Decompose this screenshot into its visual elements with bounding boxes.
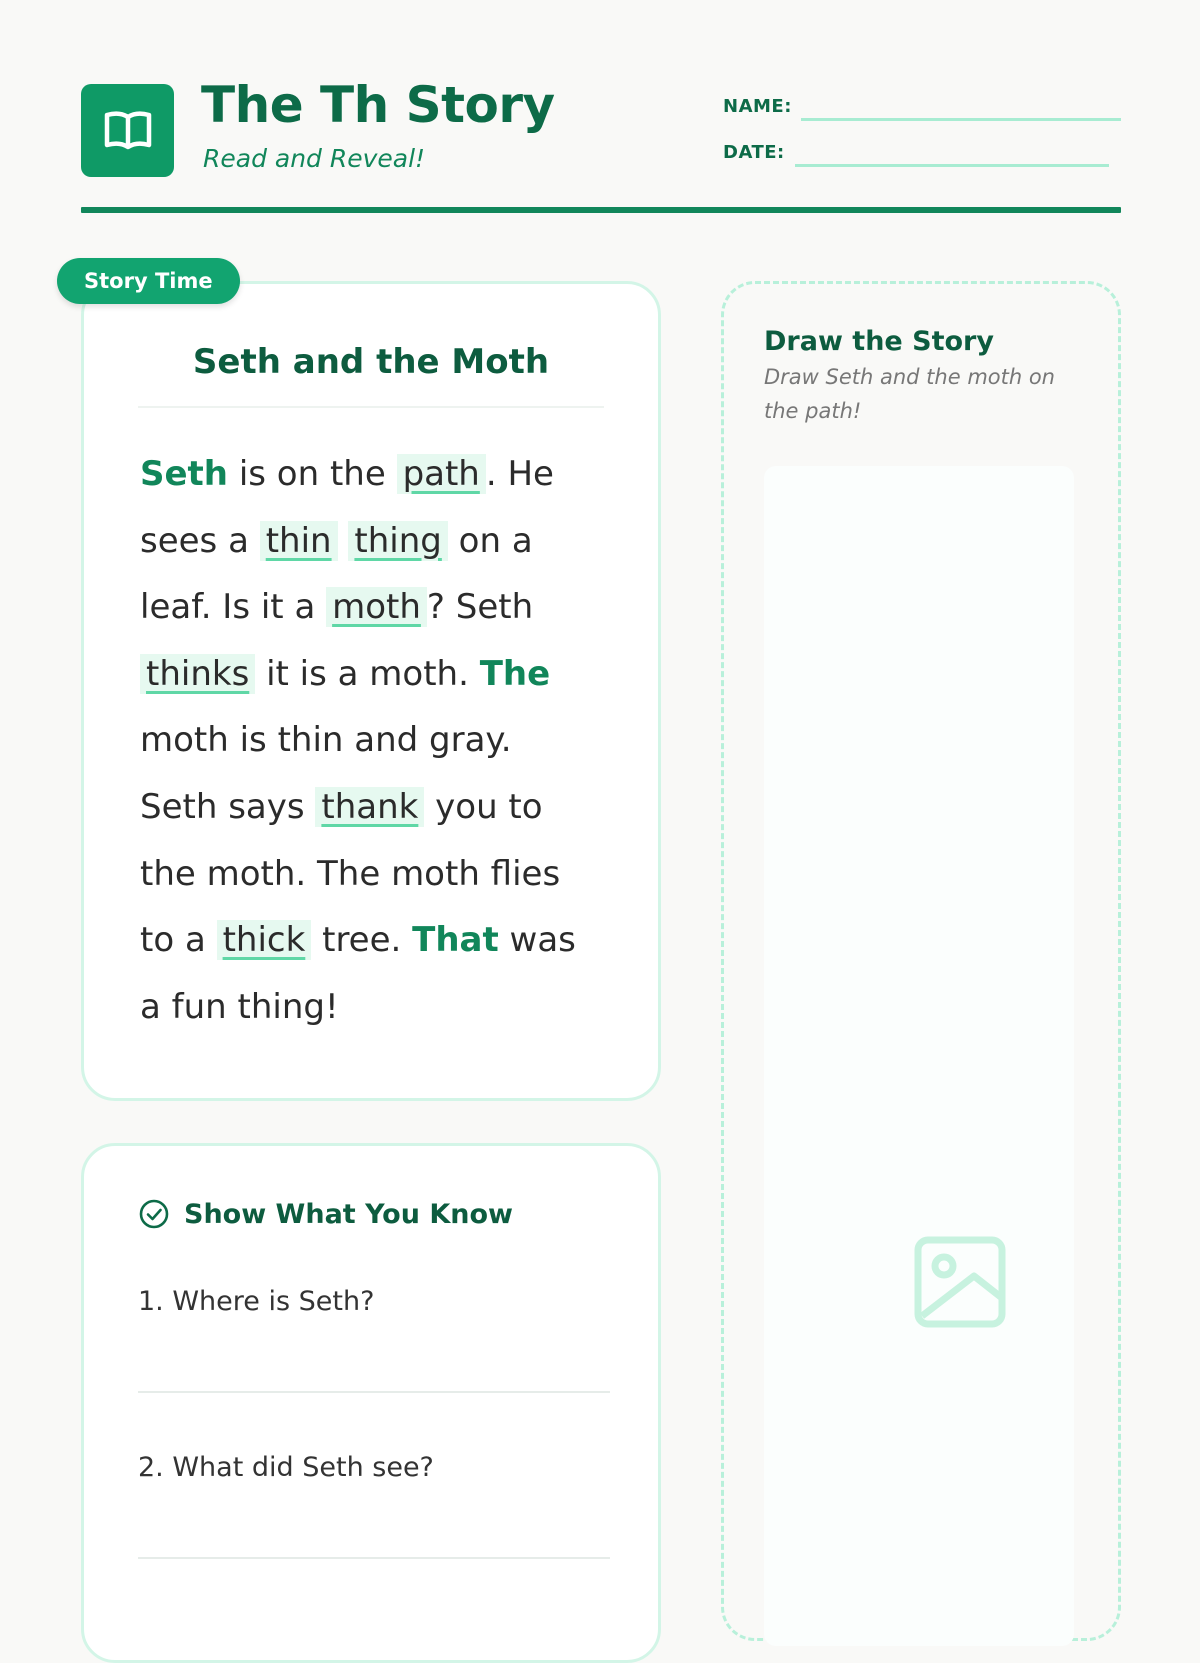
questions-heading	[138, 1198, 513, 1230]
story-text-segment: sees a	[140, 520, 260, 561]
story-text-segment: a fun thing!	[140, 986, 339, 1027]
worksheet-subtitle: Read and Reveal!	[203, 144, 426, 173]
story-line	[140, 641, 620, 708]
th-word-bold: Seth	[140, 454, 229, 494]
story-text-segment: ? Seth	[426, 587, 534, 628]
name-label: NAME:	[723, 96, 792, 117]
story-text-segment: to a	[140, 920, 217, 961]
date-field[interactable]	[795, 164, 1109, 167]
story-text-segment: was	[498, 920, 576, 961]
story-text-segment: it is a moth.	[255, 653, 480, 694]
image-placeholder-icon	[914, 1236, 1006, 1328]
story-line	[140, 841, 620, 908]
story-text-segment: Seth says	[140, 786, 316, 827]
story-text-segment: is on the	[228, 454, 397, 494]
date-label: DATE:	[723, 142, 785, 163]
story-line	[140, 508, 620, 575]
th-word-highlight: thing	[348, 521, 447, 561]
open-book-icon	[102, 107, 154, 155]
worksheet-title: The Th Story	[201, 76, 555, 134]
questions-heading-label: Show What You Know	[184, 1198, 513, 1230]
answer-line-1[interactable]	[138, 1391, 610, 1393]
drawing-area[interactable]	[764, 466, 1074, 1646]
question-1: 1. Where is Seth?	[138, 1286, 375, 1317]
draw-story-card	[721, 281, 1121, 1641]
th-word-highlight: path	[397, 454, 486, 494]
th-word-highlight: thick	[217, 920, 312, 960]
name-field[interactable]	[801, 118, 1121, 121]
story-title: Seth and the Moth	[192, 342, 550, 382]
draw-title: Draw the Story	[764, 326, 994, 357]
story-divider	[138, 406, 604, 408]
story-text-segment: . He	[485, 454, 554, 494]
story-text-segment: you to	[424, 786, 543, 827]
story-text-segment: the moth. The moth flies	[140, 853, 561, 894]
check-circle-icon	[138, 1198, 170, 1230]
header-divider	[81, 207, 1121, 213]
question-2: 2. What did Seth see?	[138, 1452, 434, 1483]
story-line	[140, 774, 620, 841]
story-text-segment	[338, 521, 349, 561]
th-word-highlight: moth	[326, 587, 427, 627]
story-line	[140, 574, 620, 641]
draw-instructions: Draw Seth and the moth on the path!	[764, 365, 1055, 423]
story-line	[140, 907, 620, 974]
story-line	[140, 974, 620, 1041]
answer-line-2[interactable]	[138, 1557, 610, 1559]
th-word-bold: The	[479, 653, 551, 694]
story-text-segment: tree.	[311, 920, 413, 961]
story-card	[81, 281, 661, 1101]
story-text-segment: moth is thin and gray.	[140, 720, 512, 761]
story-time-badge: Story Time	[57, 258, 240, 304]
story-text	[140, 441, 620, 1040]
story-line	[140, 441, 620, 508]
th-word-bold: That	[412, 920, 499, 961]
th-word-highlight: thank	[315, 787, 424, 827]
th-word-highlight: thin	[260, 521, 338, 561]
th-word-highlight: thinks	[140, 654, 255, 694]
story-line	[140, 707, 620, 774]
logo	[81, 84, 174, 177]
story-text-segment: on a	[447, 520, 533, 561]
story-text-segment: leaf. Is it a	[140, 587, 327, 628]
questions-card	[81, 1143, 661, 1663]
worksheet-header	[81, 76, 1121, 214]
